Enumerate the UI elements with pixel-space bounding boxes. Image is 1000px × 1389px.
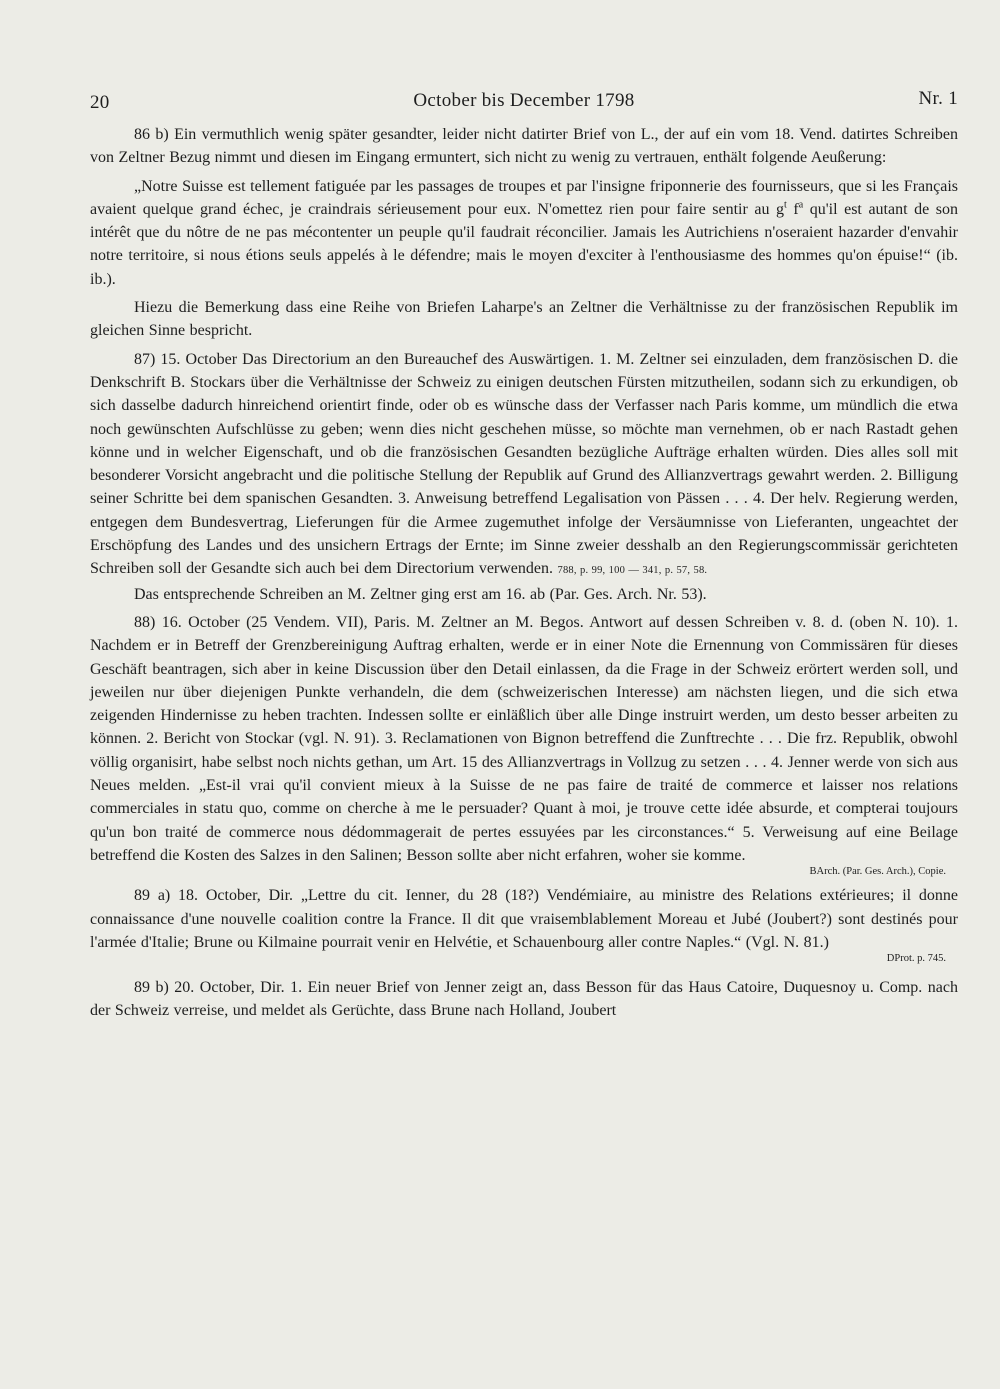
- paragraph-89a: [90, 884, 958, 954]
- source-reference: 788, p. 99, 100 — 341, p. 57, 58.: [557, 565, 708, 577]
- section-number: Nr. 1: [918, 88, 958, 109]
- source-reference: DProt. p. 745.: [886, 953, 946, 965]
- paragraph-text: qu'il est autant de son intérêt que du nôtre de ne pas mécontenter un peuple qu'il faudrait réconcilier. Jamais les Autrichiens n'oseraient hazarder d'envahir notre territoire, si nous étions seuls appelés à le défendre; mais le moyen d'exciter à l'enthousiasme des hommes qu'on épuise!“ (ib. ib.).: [90, 200, 959, 288]
- paragraph-text: 88) 16. October (25 Vendem. VII), Paris. M. Zeltner an M. Begos. Antwort auf dessen Schreiben v. 8. d. (oben N. 10). 1. Nachdem er in Betreff der Grenzbereinigung Auftrag erhalten, werde er in einer Note die Ernennung von Commissären für dieses Geschäft beantragen, sich aber in keine Discussion über den Detail einlassen, da die Frage in der Schweiz erörtert werden soll, und jeweilen nur über diejenigen Punkte verhandeln, die dem (schweizerischen Interesse) am nächsten liegen, und die sich etwa zeigenden Hindernisse zu heben trachten. Indessen sollte er einläßlich über alle Dinge instruirt werden, um desto besser arbeiten zu können. 2. Bericht von Stockar (vgl. N. 91). 3. Reclamationen von Bignon betreffend die Zunftrechte . . . Die frz. Republik, obwohl völlig organisirt, habe selbst noch nichts gethan, um Art. 15 des Allianzvertrags in Vollzug zu setzen . . . 4. Jenner werde von sich aus Neues melden. „Est-il vrai qu'il convient mieux à la Suisse de ne pas faire de traité de commerce et laisser nos relations commerciales in statu quo, comme on cherche à me le persuader? Quant à moi, je trouve cette idée absurde, et compterai toujours qu'un bon traité de commerce nous dédommagerait de pertes essuyées par les circonstances.“ 5. Verweisung auf eine Beilage betreffend die Kosten des Salzes in den Salinen; Besson sollte aber nicht erfahren, woher sie komme.: [90, 613, 958, 864]
- paragraph-text: 86 b) Ein vermuthlich wenig später gesandter, leider nicht datirter Brief von L., der auf ein vom 18. Vend. datirtes Schreiben von Zeltner Bezug nimmt und diesen im Eingang ermuntert, sich nicht zu wenig zu vertrauen, enthält folgende Aeußerung:: [90, 126, 958, 167]
- paragraph-text: f: [786, 200, 799, 218]
- page-header: [90, 88, 958, 118]
- paragraph-text: 87) 15. October Das Directorium an den Bureauchef des Auswärtigen. 1. M. Zeltner sei einzuladen, dem französischen D. die Denkschrift B. Stockars über die Verhältnisse der Schweiz zu einigen deutschen Fürsten mitzutheilen, sodann sich zu erkundigen, ob sich dasselbe dadurch hinreichend orientirt finde, oder ob es wünsche dass der Verfasser nach Paris komme, um mündlich die etwa noch gewünschten Aufschlüsse zu geben; wenn dies nicht geschehen müsse, so möchte man vernehmen, ob er nach Rastadt gehen könne und in welcher Eigenschaft, und ob die französischen Gesandten bezügliche Aufträge erhalten würden. Dies alles soll mit besonderer Vorsicht angebracht und die politische Stellung der Republik auf Grund des Allianzvertrags gewahrt werden. 2. Billigung seiner Schritte bei dem spanischen Gesandten. 3. Anweisung betreffend Legalisation von Pässen . . . 4. Der helv. Regierung werden, entgegen dem Bundesvertrag, Lieferungen für die Armee zugemuthet infolge der Versäumnisse von Lieferanten, ungeachtet der Erschöpfung des Landes und des unsichern Ertrags der Ernte; im Sinne zweier desshalb an den Regierungscommissär gerichteten Schreiben soll der Gesandte sich auch bei dem Directorium verwenden.: [90, 350, 958, 578]
- paragraph-text: 89 b) 20. October, Dir. 1. Ein neuer Brief von Jenner zeigt an, dass Besson für das Haus Catoire, Duquesnoy u. Comp. nach der Schweiz verreise, und meldet als Gerüchte, dass Brune nach Holland, Joubert: [90, 979, 958, 1020]
- source-reference: BArch. (Par. Ges. Arch.), Copie.: [809, 866, 946, 878]
- superscript: t: [784, 199, 787, 211]
- superscript: a: [798, 199, 804, 211]
- paragraph-text: Hiezu die Bemerkung dass eine Reihe von Briefen Laharpe's an Zeltner die Verhältnisse zu der französischen Republik im gleichen Sinne bespricht.: [90, 299, 958, 340]
- paragraph-86b-quote: [90, 175, 958, 291]
- page-number: 20: [90, 92, 110, 113]
- page-body: [90, 123, 958, 1023]
- paragraph-86b-remark: [90, 296, 958, 343]
- paragraph-87-note: [90, 583, 958, 606]
- paragraph-88: [90, 611, 958, 867]
- paragraph-text: „Notre Suisse est tellement fatiguée par les passages de troupes et par l'insigne friponnerie des fournisseurs, que si les Français avaient quelque grand échec, je craindrais sérieusement pour eux. N'omettez rien pour faire sentir au g: [90, 177, 958, 218]
- paragraph-text: 89 a) 18. October, Dir. „Lettre du cit. Ienner, du 28 (18?) Vendémiaire, au ministre des Relations extérieures; il donne connaissance d'une nouvelle coalition contre la France. Il dit que vraisemblablement Moreau et Jubé (Joubert?) sont destinés pour l'armée d'Italie; Brune ou Kilmaine pourrait venir en Helvétie, et Schauenbourg aller contre Naples.“ (Vgl. N. 81.): [90, 887, 958, 951]
- paragraph-86b: [90, 123, 958, 170]
- paragraph-89b: [90, 976, 958, 1023]
- running-title: October bis December 1798: [413, 90, 635, 111]
- paragraph-87: [90, 348, 958, 583]
- paragraph-text: Das entsprechende Schreiben an M. Zeltner ging erst am 16. ab (Par. Ges. Arch. Nr. 53).: [134, 585, 707, 603]
